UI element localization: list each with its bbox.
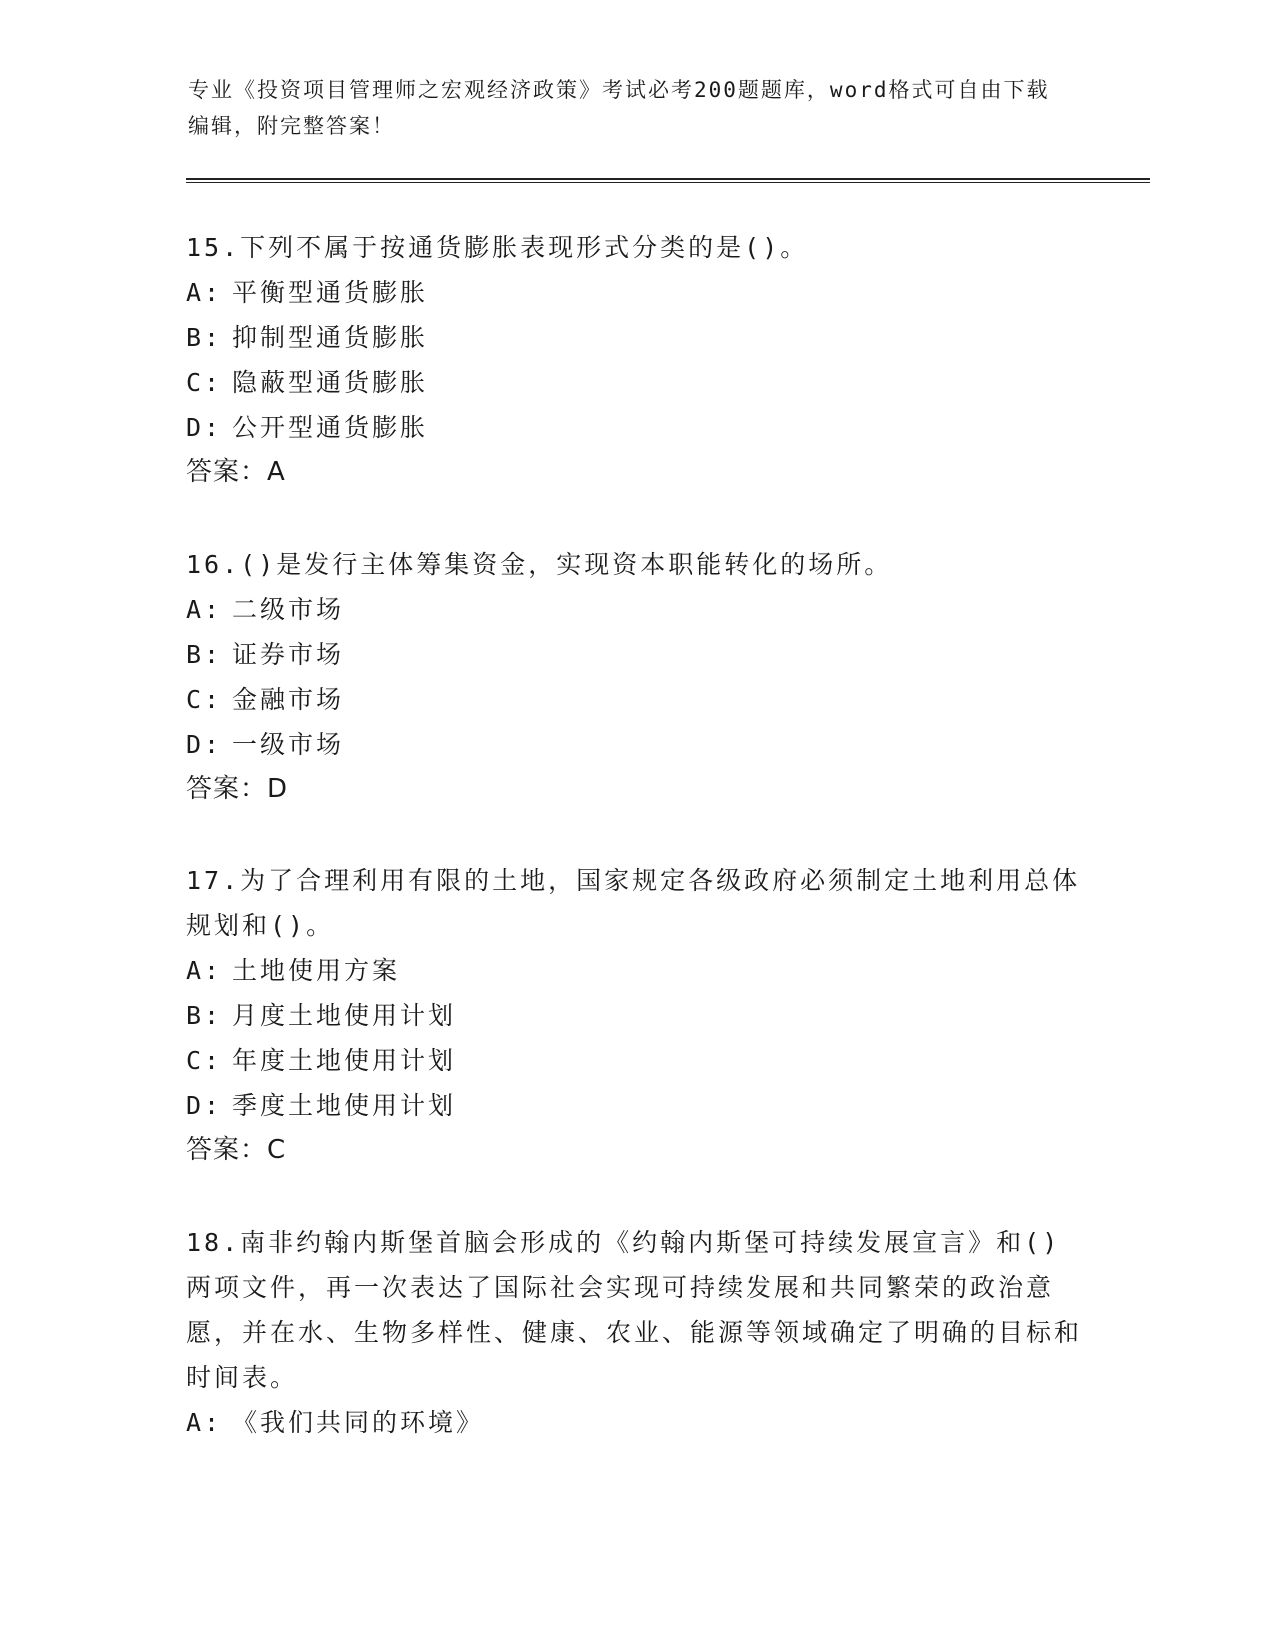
option-a (186, 1400, 1086, 1445)
question-18 (186, 1220, 1086, 1445)
question-stem: 15.下列不属于按通货膨胀表现形式分类的是()。 (186, 233, 809, 262)
option-letter: D: (186, 730, 223, 759)
option-a (186, 948, 1086, 993)
option-text: 年度土地使用计划 (232, 1046, 457, 1075)
option-d (186, 1083, 1086, 1128)
option-text: 平衡型通货膨胀 (232, 278, 429, 307)
option-d (186, 405, 1086, 450)
option-b (186, 315, 1086, 360)
option-text: 金融市场 (232, 685, 345, 714)
option-c (186, 360, 1086, 405)
option-text: 抑制型通货膨胀 (232, 323, 429, 352)
question-15 (186, 225, 1086, 495)
option-b (186, 632, 1086, 677)
option-d (186, 722, 1086, 767)
option-a (186, 270, 1086, 315)
question-16 (186, 542, 1086, 812)
option-text: 月度土地使用计划 (232, 1001, 457, 1030)
answer: 答案：C (186, 1135, 287, 1165)
option-text: 隐蔽型通货膨胀 (232, 368, 429, 397)
option-a (186, 587, 1086, 632)
option-text: 季度土地使用计划 (232, 1091, 457, 1120)
option-letter: B: (186, 640, 223, 669)
answer: 答案：A (186, 457, 286, 487)
question-stem: 16.()是发行主体筹集资金，实现资本职能转化的场所。 (186, 550, 893, 579)
option-c (186, 677, 1086, 722)
option-letter: B: (186, 1001, 223, 1030)
option-letter: B: (186, 323, 223, 352)
option-c (186, 1038, 1086, 1083)
option-letter: D: (186, 1091, 223, 1120)
option-letter: A: (186, 278, 223, 307)
answer: 答案：D (186, 774, 289, 804)
option-text: 证券市场 (232, 640, 345, 669)
option-text: 二级市场 (232, 595, 345, 624)
option-text: 公开型通货膨胀 (232, 413, 429, 442)
option-letter: A: (186, 595, 223, 624)
document-header: 专业《投资项目管理师之宏观经济政策》考试必考200题题库，word格式可自由下载编辑，附完整答案！ (188, 78, 1050, 138)
option-letter: A: (186, 956, 223, 985)
question-stem: 18.南非约翰内斯堡首脑会形成的《约翰内斯堡可持续发展宣言》和()两项文件，再一次表达了国际社会实现可持续发展和共同繁荣的政治意愿，并在水、生物多样性、健康、农业、能源等领域确定了明确的目标和时间表。 (186, 1228, 1083, 1392)
option-text: 土地使用方案 (232, 956, 401, 985)
option-text: 《我们共同的环境》 (232, 1408, 485, 1437)
header-divider (186, 178, 1150, 183)
option-letter: A: (186, 1408, 223, 1437)
option-letter: C: (186, 1046, 223, 1075)
question-stem: 17.为了合理利用有限的土地，国家规定各级政府必须制定土地利用总体规划和()。 (186, 866, 1081, 940)
option-text: 一级市场 (232, 730, 345, 759)
option-b (186, 993, 1086, 1038)
option-letter: C: (186, 685, 223, 714)
option-letter: C: (186, 368, 223, 397)
option-letter: D: (186, 413, 223, 442)
question-17 (186, 858, 1086, 1173)
